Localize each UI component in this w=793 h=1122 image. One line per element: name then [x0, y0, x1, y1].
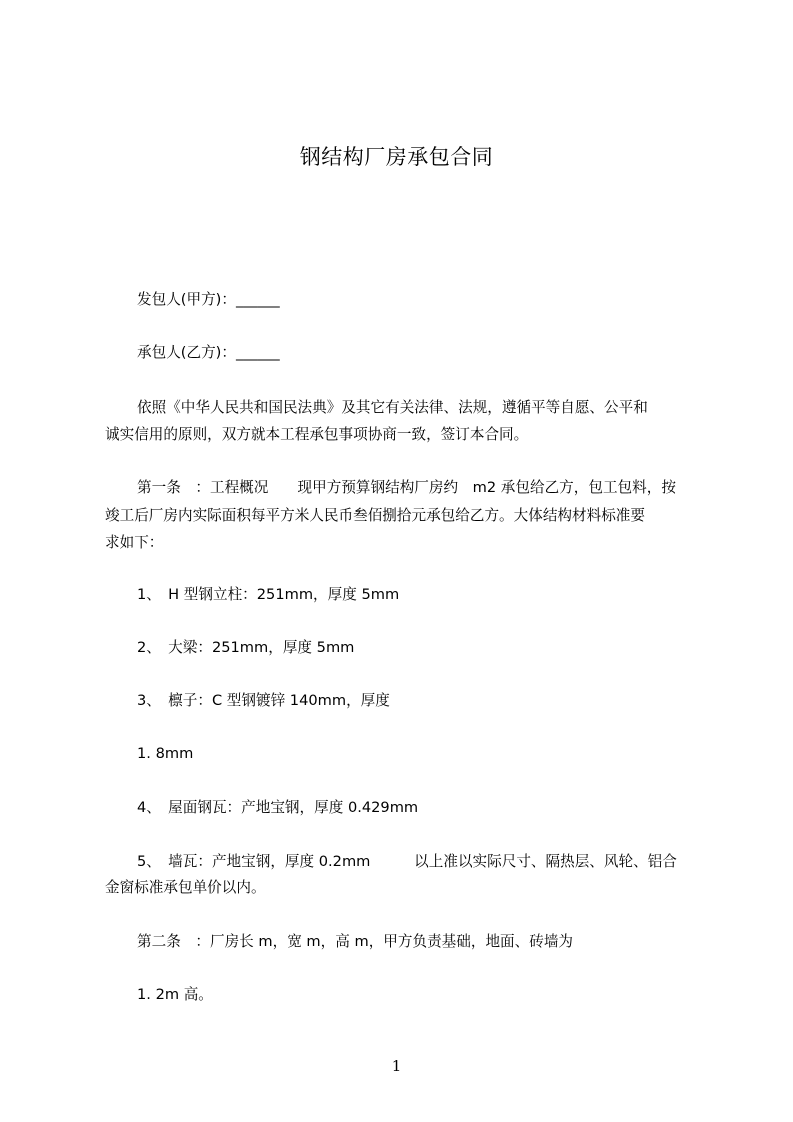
preamble-line-1: 依照《中华人民共和国民法典》及其它有关法律、法规，遵循平等自愿、公平和	[137, 399, 648, 416]
list-item-purlin-thickness: 1. 8mm	[137, 745, 194, 762]
list-item-roof-tile: 4、 屋面钢瓦：产地宝钢，厚度 0.429mm	[137, 799, 419, 816]
article1-line-2: 竣工后厂房内实际面积每平方米人民币叁佰捌拾元承包给乙方。大体结构材料标准要	[105, 507, 645, 524]
page-number: 1	[391, 1057, 402, 1075]
party-a-line: 发包人(甲方)：______	[137, 291, 280, 308]
article2-line-1: 第二条 ：厂房长 m，宽 m，高 m，甲方负责基础，地面、砖墙为	[137, 933, 574, 950]
party-b-line: 承包人(乙方)：______	[137, 344, 280, 361]
list-item-purlin: 3、 檩子：C 型钢镀锌 140mm，厚度	[137, 692, 390, 709]
preamble-line-2: 诚实信用的原则，双方就本工程承包事项协商一致，签订本合同。	[105, 426, 529, 443]
article1-line-1: 第一条 ：工程概况 现甲方预算钢结构厂房约 m2 承包给乙方，包工包料，按	[137, 479, 676, 496]
list-item-main-beam: 2、 大梁：251mm，厚度 5mm	[137, 639, 355, 656]
contract-title: 钢结构厂房承包合同	[299, 145, 494, 169]
list-item-wall-tile-cont: 金窗标准承包单价以内。	[105, 879, 266, 896]
article2-line-2: 1. 2m 高。	[137, 986, 213, 1003]
list-item-h-steel-column: 1、 H 型钢立柱：251mm，厚度 5mm	[137, 586, 400, 603]
article1-line-3: 求如下：	[105, 534, 164, 551]
list-item-wall-tile: 5、 墙瓦：产地宝钢，厚度 0.2mm 以上准以实际尺寸、隔热层、风轮、铝合	[137, 853, 677, 870]
